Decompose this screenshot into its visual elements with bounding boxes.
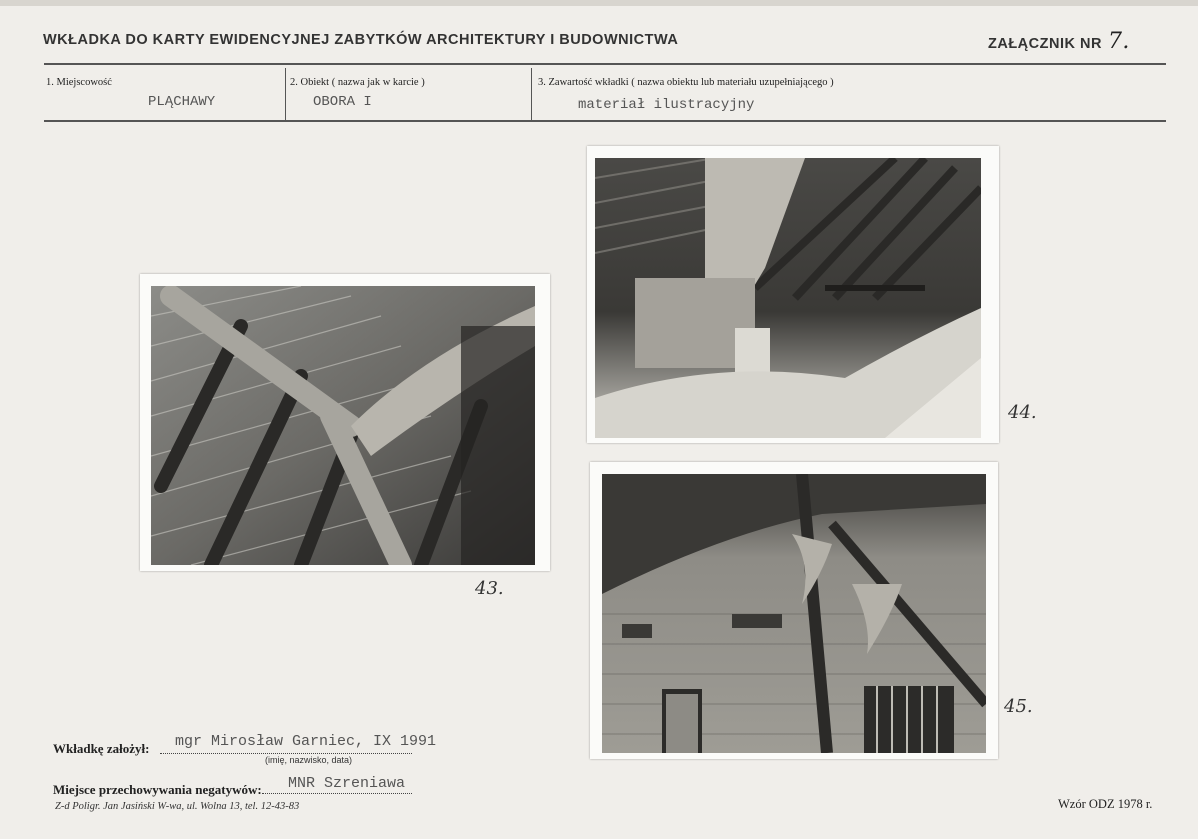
object-value: OBORA I [313,94,372,110]
photo-43 [140,274,550,571]
attachment-label: ZAŁĄCZNIK NR [988,36,1102,52]
object-label: 2. Obiekt ( nazwa jak w karcie ) [290,77,425,88]
photo-45-image [602,474,986,753]
form-model: Wzór ODZ 1978 r. [1058,797,1153,811]
attachment-number: 7. [1107,29,1130,54]
negatives-label: Miejsce przechowywania negatywów: [53,782,262,797]
author-value: mgr Mirosław Garniec, IX 1991 [175,733,437,750]
attachment-heading [988,29,1130,54]
author-hint: (imię, nazwisko, data) [265,755,353,765]
header-rule-bottom [44,120,1166,122]
content-label: 3. Zawartość wkładki ( nazwa obiektu lub materiału uzupełniającego ) [538,77,834,88]
photo-43-image [151,286,535,565]
photo-45-number: 45. [1004,696,1033,717]
photo-44-image [595,158,981,438]
negatives-dotted-line [262,793,412,794]
photo-45 [590,462,998,759]
photo-44 [587,146,999,443]
author-dotted-line [160,753,412,754]
photo-44-number: 44. [1008,402,1037,423]
printer-info: Z-d Poligr. Jan Jasiński W-wa, ul. Wolna 13, tel. 12-43-83 [55,801,300,812]
locality-label: 1. Miejscowość [46,77,112,88]
form-title: WKŁADKA DO KARTY EWIDENCYJNEJ ZABYTKÓW ARCHITEKTURY I BUDOWNICTWA [43,32,679,48]
author-label: Wkładkę założył: [53,741,150,756]
header-divider-2 [531,68,532,121]
header-rule-top [44,63,1166,65]
negatives-value: MNR Szreniawa [288,775,406,792]
photo-43-number: 43. [475,578,504,599]
content-value: materiał ilustracyjny [578,97,755,113]
locality-value: PLĄCHAWY [148,94,216,110]
sheet-top-edge [0,0,1198,6]
header-divider-1 [285,68,286,121]
